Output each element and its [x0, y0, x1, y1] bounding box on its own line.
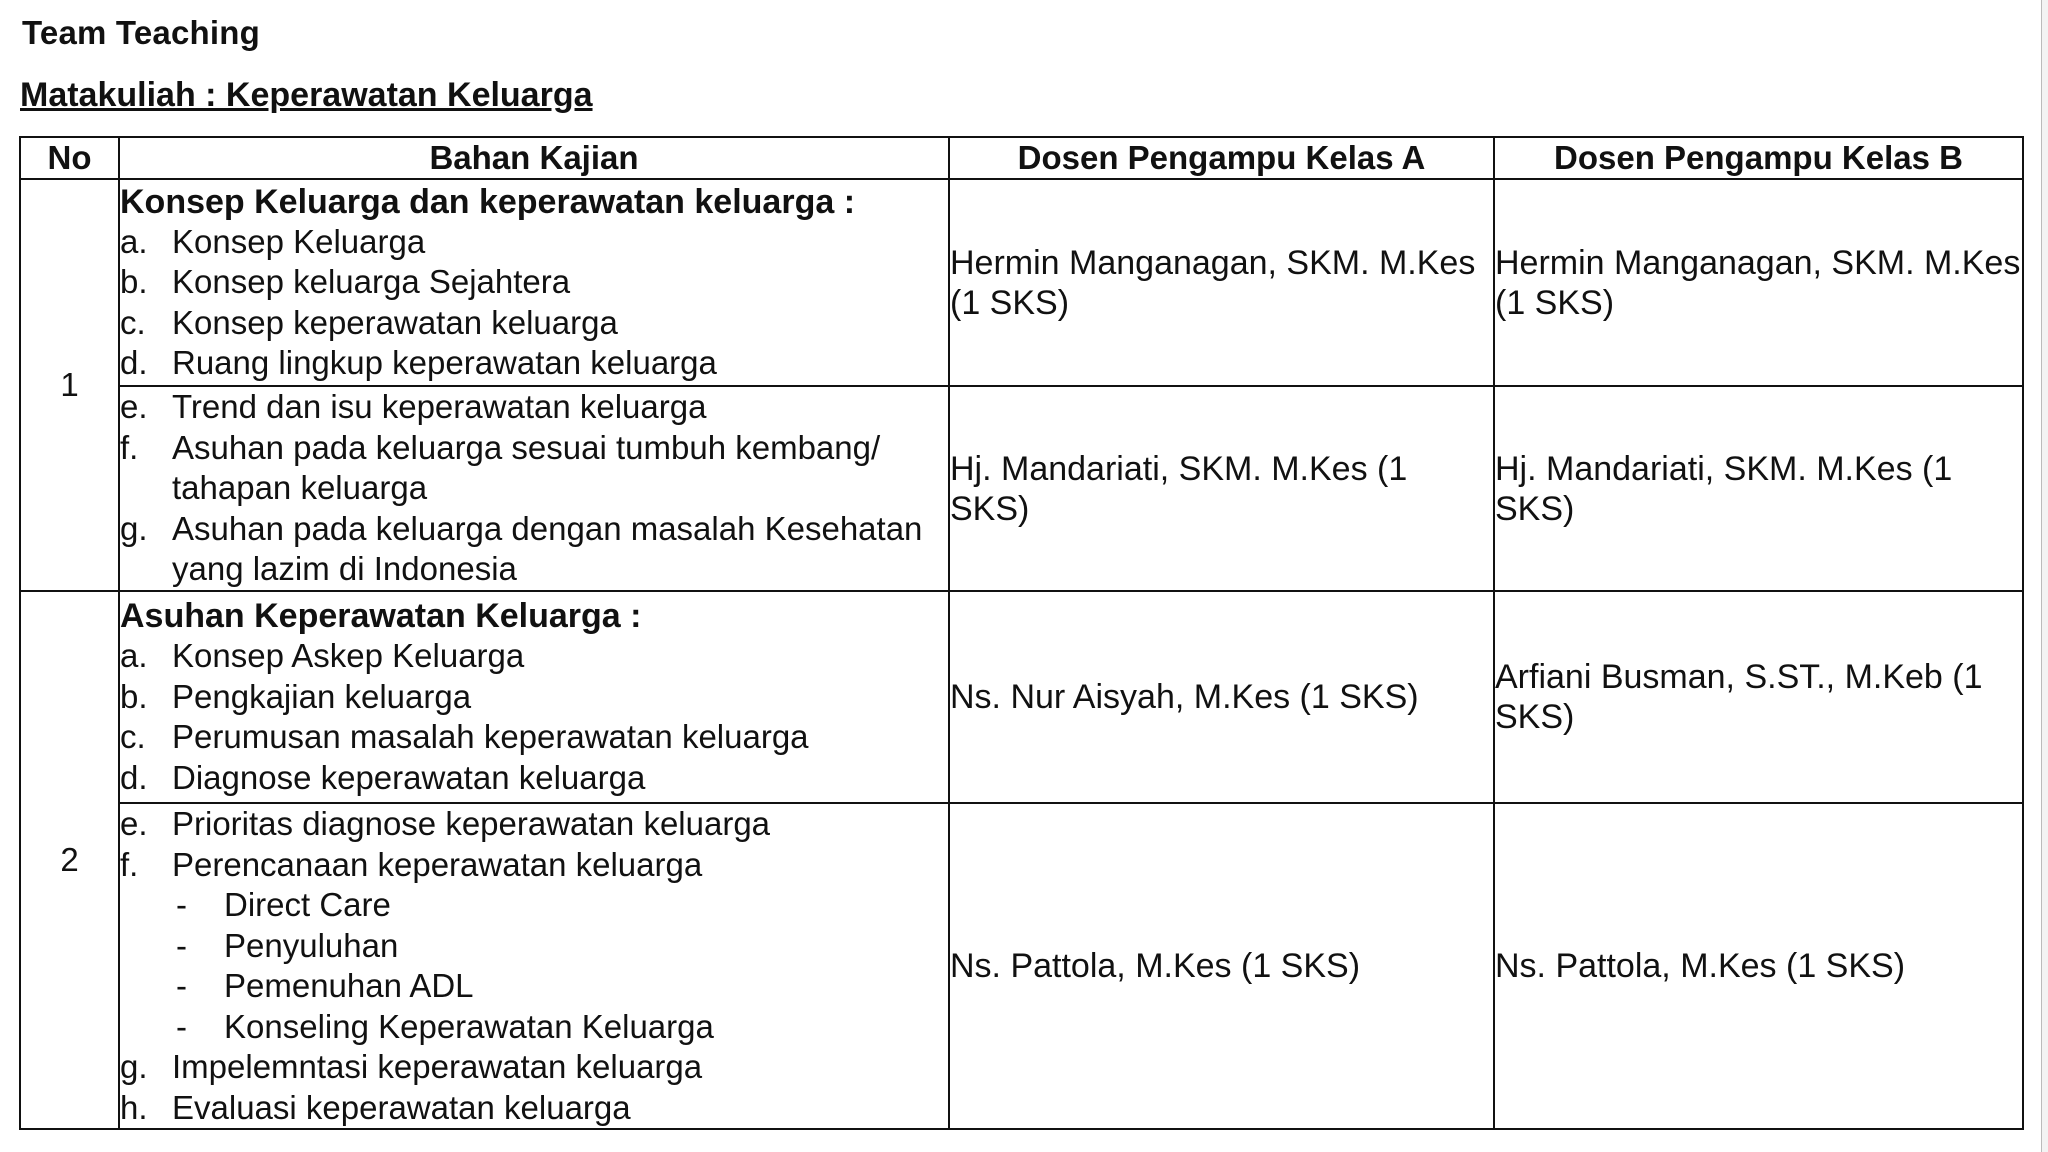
window-edge: [2041, 0, 2048, 1152]
item-letter: g.: [120, 509, 148, 547]
list-item: [120, 428, 948, 509]
dosen-kelas-b-cell: Hermin Manganagan, SKM. M.Kes (1 SKS): [1494, 179, 2023, 386]
item-text: Asuhan pada keluarga dengan masalah Kesehatan yang lazim di Indonesia: [172, 509, 923, 588]
sub-list-item: [120, 966, 948, 1007]
row-number: 1: [20, 179, 119, 591]
item-text: Direct Care: [224, 886, 391, 923]
bahan-kajian-cell: [119, 179, 949, 386]
item-text: Konsep Keluarga: [172, 222, 426, 260]
bahan-kajian-cell: [119, 803, 949, 1129]
item-text: Evaluasi keperawatan keluarga: [172, 1088, 631, 1126]
dosen-kelas-a-cell: Ns. Nur Aisyah, M.Kes (1 SKS): [949, 591, 1494, 803]
section-title: Konsep Keluarga dan keperawatan keluarga :: [120, 182, 856, 221]
item-text: Ruang lingkup keperawatan keluarga: [172, 344, 717, 381]
item-letter: d.: [120, 344, 148, 381]
item-letter: h.: [120, 1088, 148, 1126]
bahan-kajian-cell: [119, 386, 949, 591]
item-text: Pemenuhan ADL: [224, 967, 474, 1004]
dosen-kelas-a-cell: Ns. Pattola, M.Kes (1 SKS): [949, 803, 1494, 1129]
list-item: [120, 804, 948, 845]
item-text: Konseling Keperawatan Keluarga: [224, 1007, 714, 1045]
dosen-kelas-b-cell: Ns. Pattola, M.Kes (1 SKS): [1494, 803, 2023, 1129]
item-letter: f.: [120, 428, 139, 466]
list-item: [120, 758, 948, 799]
table-row: [20, 803, 2023, 1129]
item-letter: b.: [120, 677, 148, 715]
table-row: [20, 179, 2023, 386]
dosen-kelas-a-cell: Hj. Mandariati, SKM. M.Kes (1 SKS): [949, 386, 1494, 591]
item-text: Pengkajian keluarga: [172, 677, 472, 715]
dash-bullet: -: [176, 926, 187, 964]
item-text: Konsep keluarga Sejahtera: [172, 263, 571, 300]
item-letter: a.: [120, 222, 148, 260]
item-text: Prioritas diagnose keperawatan keluarga: [172, 805, 771, 842]
table-row: [20, 591, 2023, 803]
header-no: No: [20, 137, 119, 179]
sub-list-item: [120, 885, 948, 926]
dosen-kelas-a-cell: Hermin Manganagan, SKM. M.Kes (1 SKS): [949, 179, 1494, 386]
item-text: Diagnose keperawatan keluarga: [172, 758, 646, 796]
item-text: Konsep keperawatan keluarga: [172, 303, 618, 341]
item-letter: b.: [120, 263, 148, 300]
sub-list-item: [120, 926, 948, 967]
list-item: [120, 636, 948, 677]
list-item: [120, 262, 948, 303]
header-dosen-kelas-b: Dosen Pengampu Kelas B: [1494, 137, 2023, 179]
bahan-kajian-cell: [119, 591, 949, 803]
list-item: [120, 677, 948, 718]
team-teaching-table: [19, 136, 2024, 1130]
table-header-row: [20, 137, 2023, 179]
list-item: [120, 343, 948, 384]
item-letter: g.: [120, 1048, 148, 1085]
item-text: Perumusan masalah keperawatan keluarga: [172, 718, 809, 755]
list-item: [120, 222, 948, 263]
course-title: Matakuliah : Keperawatan Keluarga: [20, 76, 593, 114]
item-text: Penyuluhan: [224, 926, 399, 964]
section-title: Asuhan Keperawatan Keluarga :: [120, 597, 642, 635]
dosen-kelas-b-cell: Hj. Mandariati, SKM. M.Kes (1 SKS): [1494, 386, 2023, 591]
list-item: [120, 845, 948, 886]
list-item: [120, 717, 948, 758]
dash-bullet: -: [176, 967, 187, 1004]
dash-bullet: -: [176, 886, 187, 923]
header-dosen-kelas-a: Dosen Pengampu Kelas A: [949, 137, 1494, 179]
item-text: Perencanaan keperawatan keluarga: [172, 845, 703, 883]
item-letter: e.: [120, 388, 148, 426]
table-row: [20, 386, 2023, 591]
item-text: Konsep Askep Keluarga: [172, 637, 525, 674]
item-text: Asuhan pada keluarga sesuai tumbuh kembang/ tahapan keluarga: [172, 428, 881, 507]
item-letter: c.: [120, 718, 146, 755]
document-title: Team Teaching: [22, 14, 260, 51]
list-item: [120, 1047, 948, 1088]
sub-list-item: [120, 1007, 948, 1048]
item-letter: d.: [120, 758, 148, 796]
dosen-kelas-b-cell: Arfiani Busman, S.ST., M.Keb (1 SKS): [1494, 591, 2023, 803]
row-number: 2: [20, 591, 119, 1129]
list-item: [120, 1088, 948, 1129]
list-item: [120, 303, 948, 344]
item-text: Trend dan isu keperawatan keluarga: [172, 388, 707, 426]
item-letter: e.: [120, 805, 148, 842]
list-item: [120, 509, 948, 590]
item-letter: c.: [120, 303, 146, 341]
item-letter: a.: [120, 637, 148, 674]
item-text: Impelemntasi keperawatan keluarga: [172, 1048, 703, 1085]
dash-bullet: -: [176, 1007, 187, 1045]
header-bahan-kajian: Bahan Kajian: [119, 137, 949, 179]
list-item: [120, 387, 948, 428]
item-letter: f.: [120, 845, 139, 883]
